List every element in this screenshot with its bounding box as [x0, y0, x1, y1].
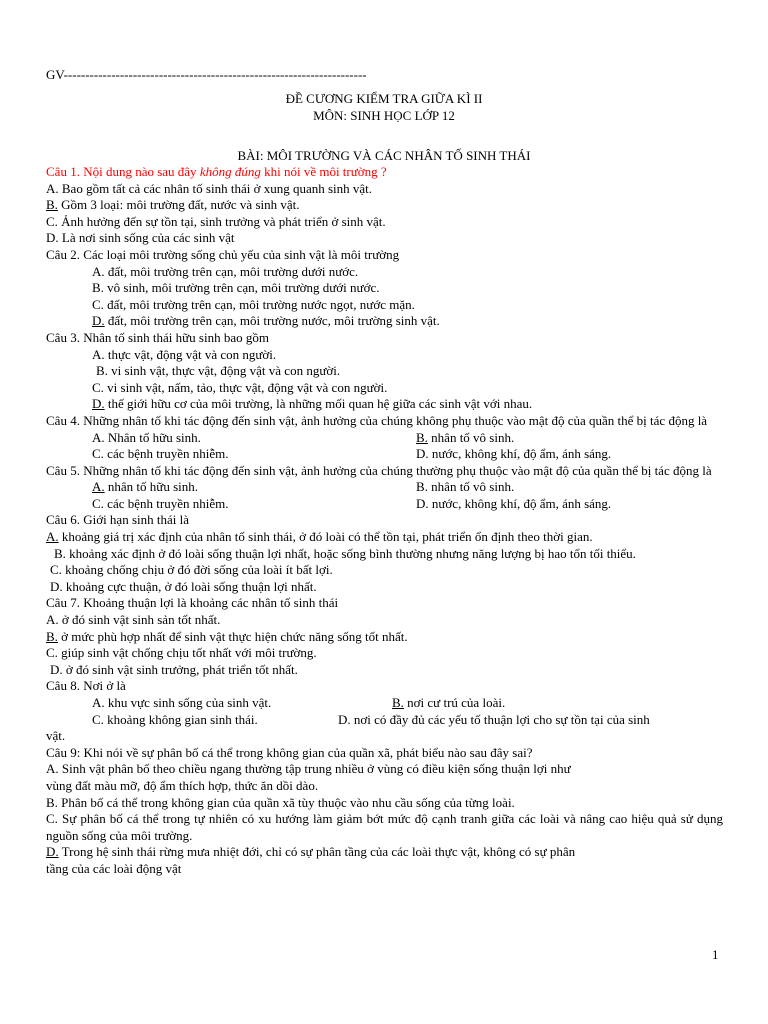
- q5-option-c: C. các bệnh truyền nhiễm.: [92, 495, 229, 511]
- q9-option-d: D. Trong hệ sinh thái rừng mưa nhiệt đới, chỉ có sự phân tầng của các loài thực vật, không có sự phân: [46, 844, 576, 860]
- q3-option-b: B. vi sinh vật, thực vật, động vật và con người.: [96, 363, 341, 379]
- q4-option-c: C. các bệnh truyền nhiễm.: [92, 446, 229, 462]
- q5-option-b: B. nhân tố vô sinh.: [416, 479, 515, 495]
- q3-option-d: D. thế giới hữu cơ của môi trường, là những mối quan hệ giữa các sinh vật với nhau.: [92, 396, 533, 412]
- question-8: Câu 8. Nơi ở là: [46, 678, 126, 694]
- question-5: Câu 5. Những nhân tố khi tác động đến sinh vật, ảnh hưởng của chúng thường phụ thuộc vào mật độ của quần thể bị tác động là: [46, 462, 712, 478]
- q3-option-a: A. thực vật, động vật và con người.: [92, 346, 277, 362]
- q4-option-d: D. nước, không khí, độ ẩm, ánh sáng.: [416, 446, 612, 462]
- question-7: Câu 7. Khoảng thuận lợi là khoảng các nhân tố sinh thái: [46, 595, 339, 611]
- question-1: Câu 1. Nội dung nào sau đây không đúng khi nói về môi trường ?: [46, 164, 387, 179]
- q6-option-b: B. khoảng xác định ở đó loài sống thuận lợi nhất, hoặc sống bình thường nhưng năng lượng bị hao tổn tối thiểu.: [54, 545, 636, 561]
- q5-options-row-1: [46, 479, 723, 496]
- q7-option-d: D. ở đó sinh vật sinh trưởng, phát triển tốt nhất.: [50, 661, 298, 677]
- document-header: [0, 90, 768, 124]
- question-4: Câu 4. Những nhân tố khi tác động đến sinh vật, ảnh hưởng của chúng không phụ thuộc vào mật độ của quần thể bị tác động là: [46, 412, 708, 428]
- q4-options-row-2: [46, 446, 723, 463]
- question-list: [46, 164, 723, 878]
- q2-option-c: C. đất, môi trường trên cạn, môi trường nước ngọt, nước mặn.: [92, 296, 415, 312]
- q5-option-d: D. nước, không khí, độ ẩm, ánh sáng.: [416, 495, 612, 511]
- q9-option-a-continued: vùng đất màu mỡ, độ ẩm thích hợp, thức ăn dồi dào.: [46, 777, 319, 793]
- q8-option-c: C. khoảng không gian sinh thái.: [92, 711, 258, 727]
- question-9: Câu 9: Khi nói về sự phân bố cá thể trong không gian của quần xã, phát biểu nào sau đây sai?: [46, 744, 533, 760]
- q8-option-b: B. nơi cư trú của loài.: [392, 695, 506, 710]
- question-3: Câu 3. Nhân tố sinh thái hữu sinh bao gồm: [46, 329, 269, 345]
- q5-option-a: A. nhân tố hữu sinh.: [92, 479, 198, 495]
- q2-option-a: A. đất, môi trường trên cạn, môi trường dưới nước.: [92, 263, 359, 279]
- q6-option-d: D. khoảng cực thuận, ở đó loài sống thuận lợi nhất.: [50, 578, 317, 594]
- q4-options-row-1: [46, 430, 723, 447]
- question-2: Câu 2. Các loại môi trường sống chủ yếu của sinh vật là môi trường: [46, 246, 400, 262]
- q3-option-c: C. vi sinh vật, nấm, tảo, thực vật, động vật và con người.: [92, 379, 388, 395]
- q9-option-b: B. Phân bố cá thể trong không gian của quần xã tùy thuộc vào nhu cầu sống của từng loài.: [46, 794, 515, 810]
- q4-option-b: B. nhân tố vô sinh.: [416, 429, 515, 445]
- q6-option-c: C. khoảng chống chịu ở đó đời sống của loài ít bất lợi.: [50, 562, 333, 578]
- q7-option-a: A. ở đó sinh vật sinh sản tốt nhất.: [46, 612, 221, 628]
- q8-options-row-2: [46, 712, 723, 729]
- q2-option-d: D. đất, môi trường trên cạn, môi trường nước, môi trường sinh vật.: [92, 313, 440, 329]
- document-subject: MÔN: SINH HỌC LỚP 12: [313, 108, 455, 123]
- q7-option-b: B. ở mức phù hợp nhất để sinh vật thực hiện chức năng sống tốt nhất.: [46, 628, 408, 644]
- q1-option-b: B. Gồm 3 loại: môi trường đất, nước và sinh vật.: [46, 197, 300, 213]
- q1-option-a: A. Bao gồm tất cả các nhân tố sinh thái ở xung quanh sinh vật.: [46, 180, 373, 196]
- q2-option-b: B. vô sinh, môi trường trên cạn, môi trường dưới nước.: [92, 280, 380, 296]
- lesson-title: BÀI: MÔI TRƯỜNG VÀ CÁC NHÂN TỐ SINH THÁI: [237, 148, 531, 163]
- q9-option-a: A. Sinh vật phân bố theo chiều ngang thường tập trung nhiều ở vùng có điều kiện sống thuận lợi như: [46, 761, 571, 777]
- q8-option-a: A. khu vực sinh sống của sinh vật.: [92, 695, 272, 710]
- q1-option-c: C. Ảnh hưởng đến sự tồn tại, sinh trưởng và phát triển ở sinh vật.: [46, 213, 386, 229]
- q1-option-d: D. Là nơi sinh sống của các sinh vật: [46, 230, 235, 246]
- q8-option-d-continued: vật.: [46, 728, 66, 744]
- teacher-line: GV----------------------------------------------------------------------: [46, 67, 367, 82]
- question-6: Câu 6. Giới hạn sinh thái là: [46, 512, 189, 528]
- emphasis-text: không đúng: [199, 164, 261, 179]
- q6-option-a: A. khoảng giá trị xác định của nhân tố sinh thái, ở đó loài có thể tồn tại, phát triển ổn định theo thời gian.: [46, 529, 593, 545]
- page-number: 1: [712, 947, 719, 962]
- q8-options-row-1: [46, 695, 723, 712]
- q9-option-d-continued: tầng của các loài động vật: [46, 860, 182, 876]
- q4-option-a: A. Nhân tố hữu sinh.: [92, 429, 201, 445]
- q7-option-c: C. giúp sinh vật chống chịu tốt nhất với môi trường.: [46, 645, 317, 661]
- document-title: ĐỀ CƯƠNG KIỂM TRA GIỮA KÌ II: [285, 91, 483, 106]
- q9-option-c: C. Sự phân bố cá thể trong tự nhiên có xu hướng làm giảm bớt mức độ cạnh tranh giữa các loài và nâng cao hiệu quả sử dụng nguồn sống của môi trường.: [46, 811, 723, 843]
- q5-options-row-2: [46, 496, 723, 513]
- q8-option-d: D. nơi có đầy đủ các yếu tố thuận lợi cho sự tồn tại của sinh: [338, 711, 650, 727]
